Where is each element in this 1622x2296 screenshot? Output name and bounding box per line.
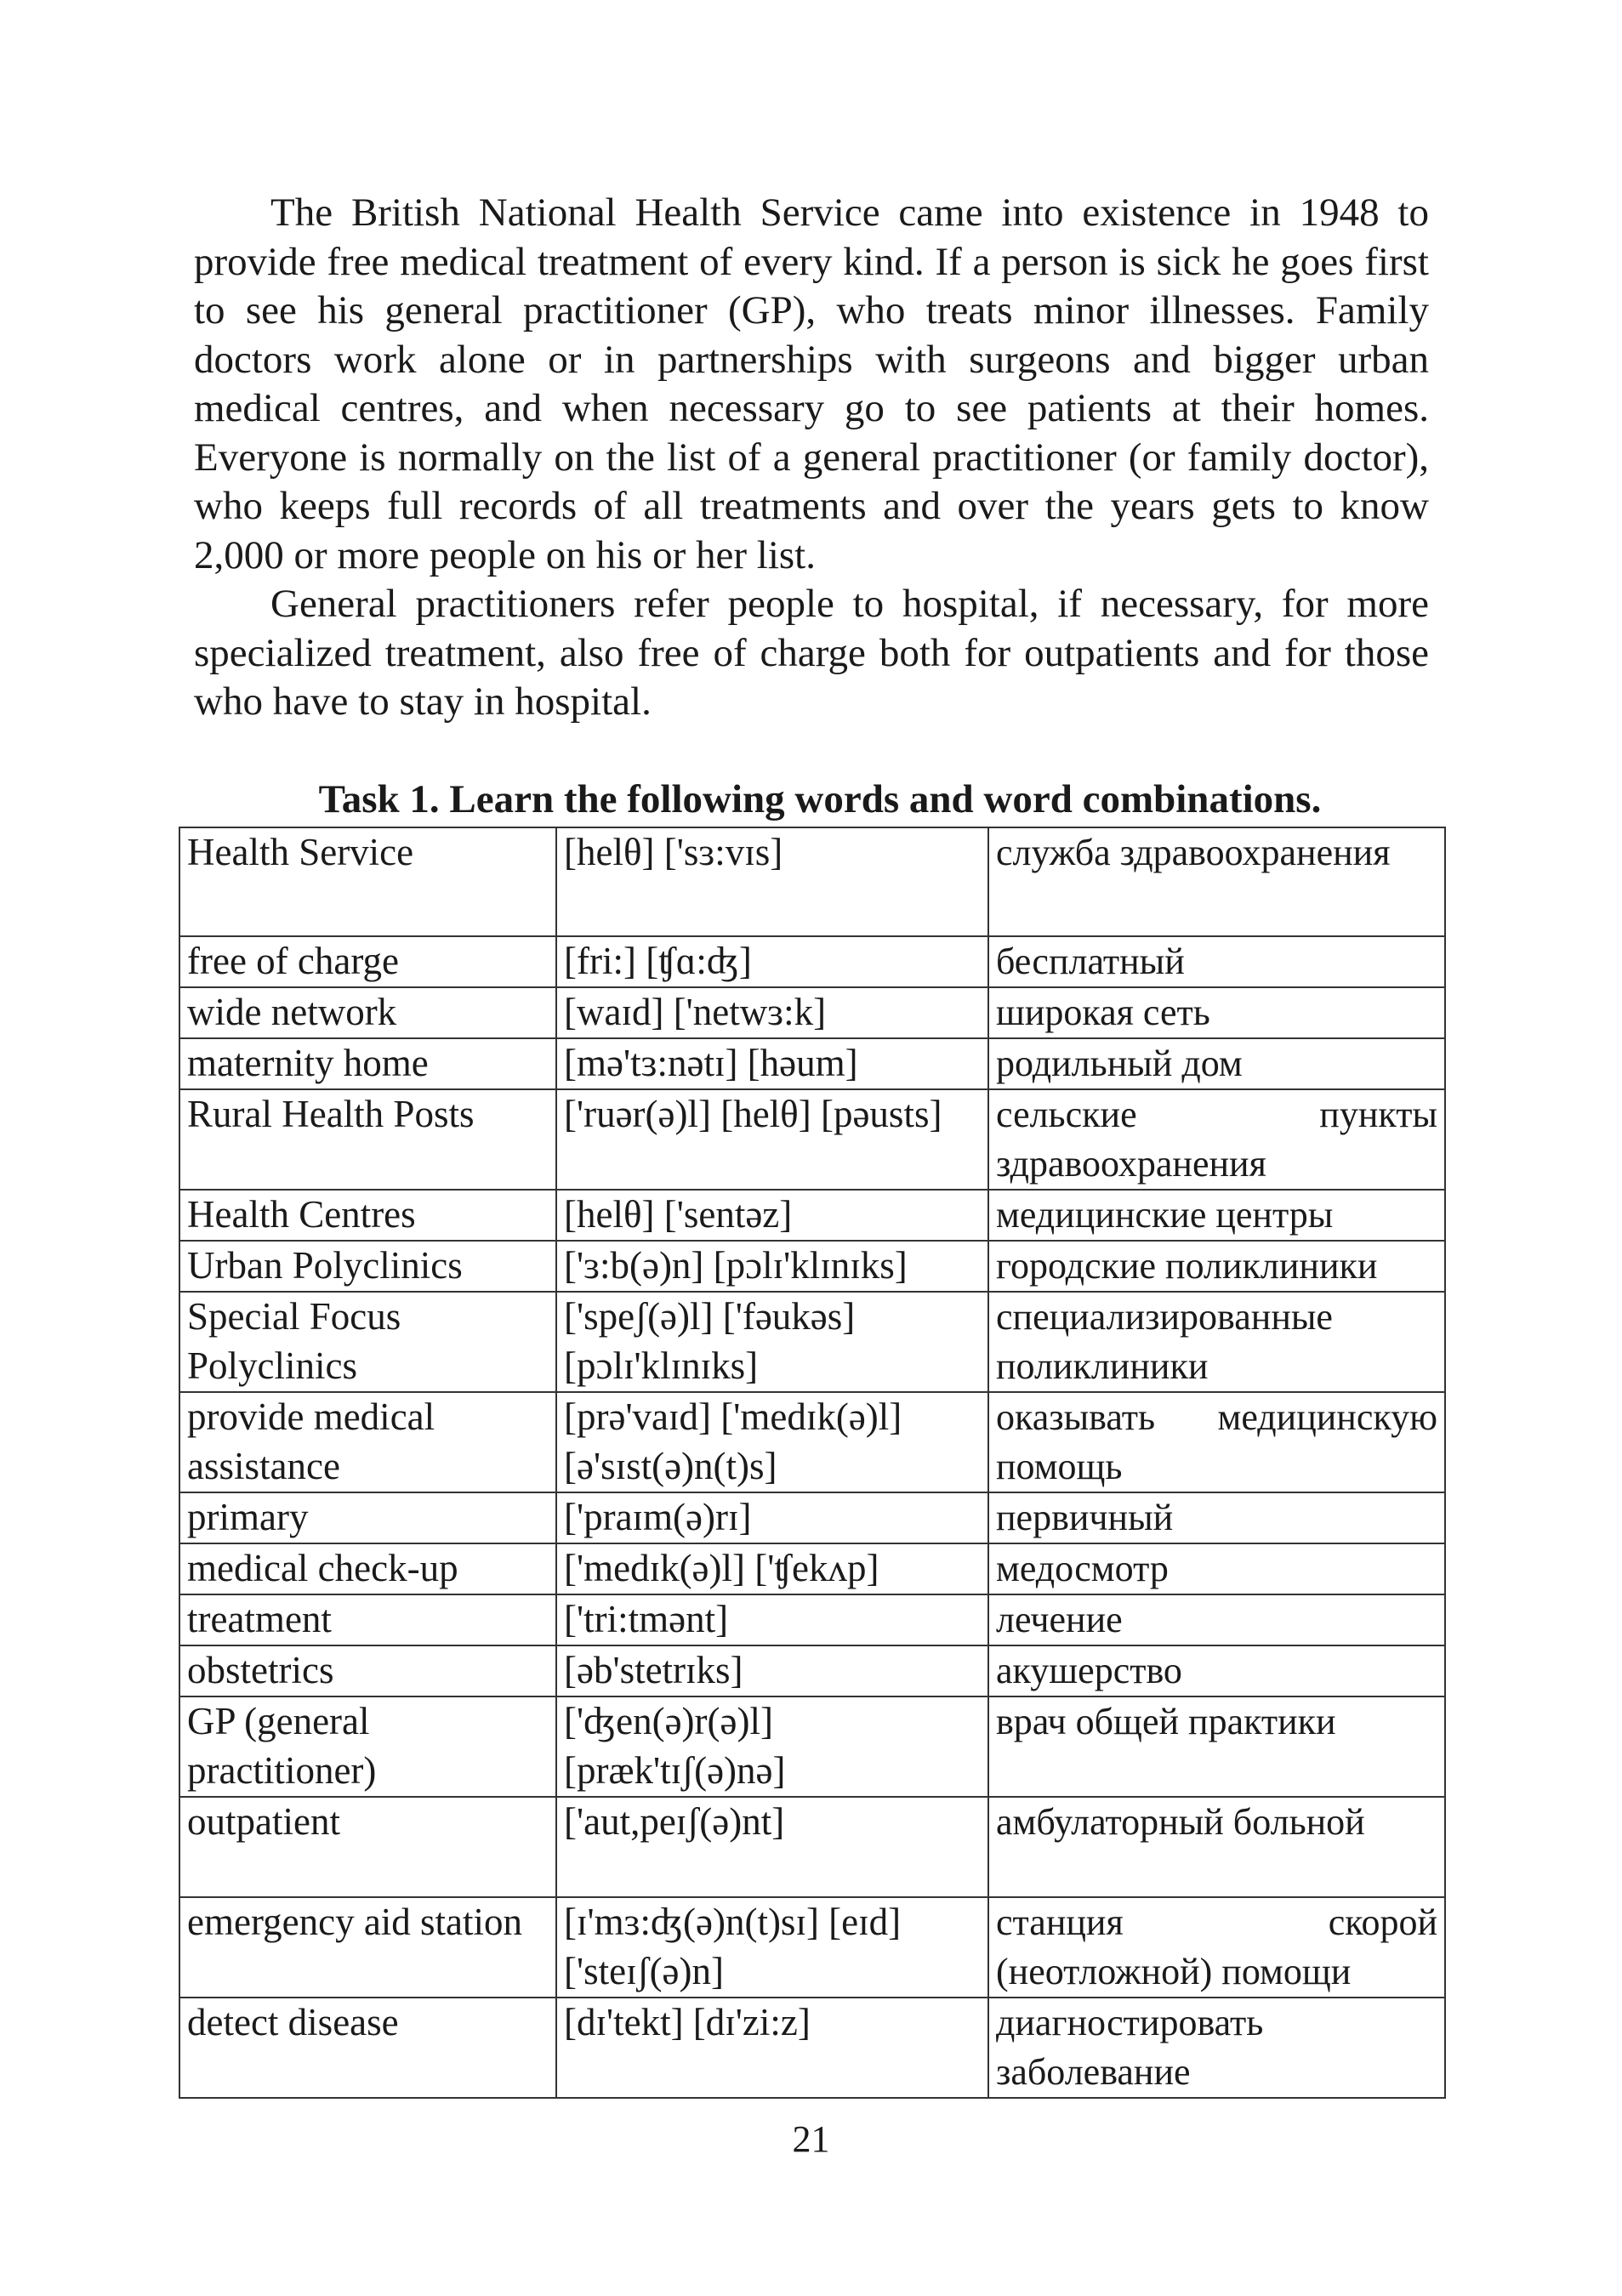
table-row: [179, 1292, 1445, 1392]
table-row: [179, 1998, 1445, 2098]
transcription-cell: ['ruər(ə)l] [helθ] [pəusts]: [556, 1089, 988, 1190]
translation-cell: служба здравоохранения: [988, 827, 1445, 936]
transcription-cell: [helθ] ['sentəz]: [556, 1190, 988, 1241]
table-row: [179, 1897, 1445, 1998]
translation-cell: сельские пункты здравоохранения: [988, 1089, 1445, 1190]
term-cell: Health Centres: [179, 1190, 556, 1241]
term-cell: Urban Polyclinics: [179, 1241, 556, 1292]
term-cell: medical check-up: [179, 1543, 556, 1594]
table-row: [179, 936, 1445, 987]
term-cell: Health Service: [179, 827, 556, 936]
translation-cell: городские поликлиники: [988, 1241, 1445, 1292]
task-title: Task 1. Learn the following words and word combinations.: [318, 777, 1322, 821]
vocabulary-table: [179, 827, 1446, 2099]
table-row: [179, 1038, 1445, 1089]
transcription-cell: ['praɪm(ə)rɪ]: [556, 1492, 988, 1543]
transcription-cell: [mə'tɜ:nətɪ] [həum]: [556, 1038, 988, 1089]
term-cell: emergency aid station: [179, 1897, 556, 1998]
transcription-cell: [əb'stetrɪks]: [556, 1645, 988, 1696]
translation-cell: лечение: [988, 1594, 1445, 1645]
transcription-cell: [fri:] [ʧɑ:ʤ]: [556, 936, 988, 987]
term-cell: detect disease: [179, 1998, 556, 2098]
page-number: 21: [792, 2118, 830, 2160]
table-row: [179, 1190, 1445, 1241]
table-row: [179, 1089, 1445, 1190]
term-cell: Special Focus Polyclinics: [179, 1292, 556, 1392]
paragraph: General practitioners refer people to hospital, if necessary, for more specialized treatment, also free of charge both for outpatients and for those who have to stay in hospital.: [194, 582, 1429, 724]
term-cell: provide medical assistance: [179, 1392, 556, 1492]
term-cell: Rural Health Posts: [179, 1089, 556, 1190]
table-row: [179, 1543, 1445, 1594]
term-cell: wide network: [179, 987, 556, 1038]
translation-cell: медосмотр: [988, 1543, 1445, 1594]
table-row: [179, 1392, 1445, 1492]
table-row: [179, 1797, 1445, 1897]
translation-cell: родильный дом: [988, 1038, 1445, 1089]
table-row: [179, 1492, 1445, 1543]
term-cell: obstetrics: [179, 1645, 556, 1696]
translation-cell: медицинские центры: [988, 1190, 1445, 1241]
translation-cell: оказывать медицинскую помощь: [988, 1392, 1445, 1492]
transcription-cell: [helθ] ['sɜ:vɪs]: [556, 827, 988, 936]
translation-cell: акушерство: [988, 1645, 1445, 1696]
transcription-cell: [dɪ'tekt] [dɪ'zi:z]: [556, 1998, 988, 2098]
translation-cell: станция скорой (неотложной) помощи: [988, 1897, 1445, 1998]
translation-cell: диагностировать заболевание: [988, 1998, 1445, 2098]
translation-cell: первичный: [988, 1492, 1445, 1543]
term-cell: free of charge: [179, 936, 556, 987]
term-cell: treatment: [179, 1594, 556, 1645]
body-text: [194, 189, 1429, 727]
term-cell: GP (general practitioner): [179, 1696, 556, 1797]
transcription-cell: ['ʤen(ə)r(ə)l] [præk'tɪʃ(ə)nə]: [556, 1696, 988, 1797]
translation-cell: специализированные поликлиники: [988, 1292, 1445, 1392]
term-cell: primary: [179, 1492, 556, 1543]
table-row: [179, 987, 1445, 1038]
transcription-cell: ['ɜ:b(ə)n] [pɔlɪ'klɪnɪks]: [556, 1241, 988, 1292]
term-cell: outpatient: [179, 1797, 556, 1897]
term-cell: maternity home: [179, 1038, 556, 1089]
table-row: [179, 1696, 1445, 1797]
transcription-cell: [ɪ'mɜ:ʤ(ə)n(t)sɪ] [eɪd] ['steɪʃ(ə)n]: [556, 1897, 988, 1998]
paragraph: The British National Health Service came into existence in 1948 to provide free medical treatment of every kind. If a person is sick he goes first to see his general practitioner (GP), who treats minor illnesses. Family doctors work alone or in partnerships with surgeons and bigger urban medical centres, and when necessary go to see patients at their homes. Everyone is normally on the list of a general practitioner (or family doctor), who keeps full records of all treatments and over the years gets to know 2,000 or more people on his or her list.: [194, 190, 1429, 577]
transcription-cell: [waɪd] ['netwɜ:k]: [556, 987, 988, 1038]
translation-cell: бесплатный: [988, 936, 1445, 987]
transcription-cell: ['tri:tmənt]: [556, 1594, 988, 1645]
table-row: [179, 827, 1445, 936]
transcription-cell: ['medɪk(ə)l] ['ʧekʌp]: [556, 1543, 988, 1594]
transcription-cell: ['aut,peɪʃ(ə)nt]: [556, 1797, 988, 1897]
transcription-cell: ['speʃ(ə)l] ['fəukəs] [pɔlɪ'klɪnɪks]: [556, 1292, 988, 1392]
translation-cell: широкая сеть: [988, 987, 1445, 1038]
translation-cell: врач общей практики: [988, 1696, 1445, 1797]
table-row: [179, 1645, 1445, 1696]
table-row: [179, 1594, 1445, 1645]
translation-cell: амбулаторный больной: [988, 1797, 1445, 1897]
table-row: [179, 1241, 1445, 1292]
transcription-cell: [prə'vaɪd] ['medɪk(ə)l] [ə'sɪst(ə)n(t)s]: [556, 1392, 988, 1492]
